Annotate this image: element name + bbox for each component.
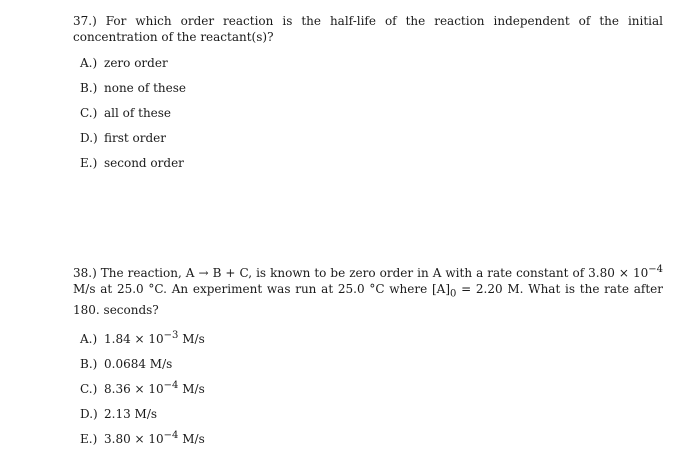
question-37-choice-d[interactable]: [80, 130, 663, 155]
choice-unit: M/s: [178, 332, 205, 347]
question-38-stem: [73, 262, 663, 318]
question-38-choice-b[interactable]: [80, 353, 663, 378]
choice-text: second order: [104, 156, 184, 170]
question-37: [73, 13, 663, 180]
choice-text: zero order: [104, 56, 168, 70]
choice-exponent: −3: [163, 330, 179, 342]
choice-letter: B.): [80, 357, 98, 372]
choice-text: none of these: [104, 81, 186, 95]
question-37-choice-c[interactable]: [80, 105, 663, 130]
choice-exponent: −4: [163, 380, 179, 392]
choice-base: 3.80 × 10: [104, 432, 164, 447]
stem-part-1: 38.) The reaction, A → B + C, is known to be zero order in A with a rate constant of 3.80 × 10: [73, 266, 649, 280]
question-38-choices: [73, 328, 663, 453]
choice-base: 2.13 M/s: [104, 407, 158, 422]
choice-unit: M/s: [178, 432, 205, 447]
question-37-choice-b[interactable]: [80, 80, 663, 105]
question-37-stem: 37.) For which order reaction is the half-life of the reaction independent of the initial concentration of the reactant(s)?: [73, 14, 663, 44]
choice-base: 0.0684 M/s: [104, 357, 173, 372]
stem-subscript: 0: [450, 288, 457, 300]
choice-unit: M/s: [178, 382, 205, 397]
question-38-choice-e[interactable]: [80, 428, 663, 453]
choice-base: 1.84 × 10: [104, 332, 164, 347]
choice-letter: E.): [80, 156, 98, 170]
choice-letter: A.): [80, 56, 98, 70]
choice-base: 8.36 × 10: [104, 382, 164, 397]
choice-text: first order: [104, 131, 167, 145]
choice-letter: D.): [80, 131, 98, 145]
stem-exponent: −4: [648, 264, 663, 275]
question-38-choice-d[interactable]: [80, 403, 663, 428]
choice-letter: A.): [80, 332, 98, 347]
choice-letter: C.): [80, 106, 98, 120]
question-38-choice-c[interactable]: [80, 378, 663, 403]
choice-letter: C.): [80, 382, 98, 397]
choice-letter: D.): [80, 407, 98, 422]
question-37-choice-a[interactable]: [80, 55, 663, 80]
stem-part-3: = 2.20 M. What is the rate after 180. seconds?: [73, 282, 663, 318]
choice-text: all of these: [104, 106, 172, 120]
question-38: [73, 262, 663, 453]
question-37-choices: [73, 55, 663, 180]
choice-letter: E.): [80, 432, 98, 447]
choice-letter: B.): [80, 81, 98, 95]
choice-exponent: −4: [163, 430, 179, 442]
question-37-choice-e[interactable]: [80, 155, 663, 180]
stem-part-2: M/s at 25.0 °C. An experiment was run at 25.0 °C where [A]: [73, 282, 450, 296]
question-38-choice-a[interactable]: [80, 328, 663, 353]
